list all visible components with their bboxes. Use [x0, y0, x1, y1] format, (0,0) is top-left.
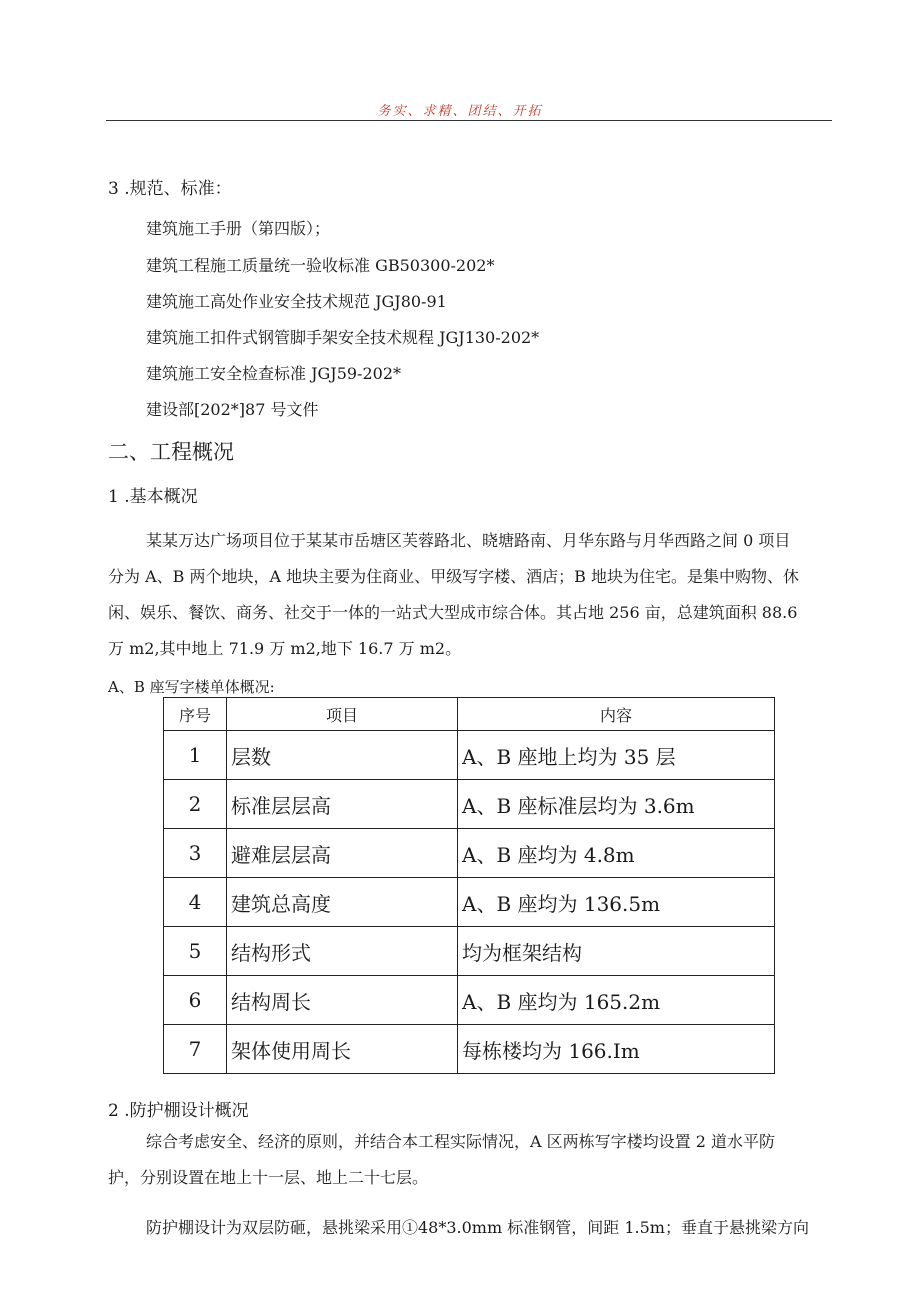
header-item: 项目	[227, 698, 458, 731]
table-row	[164, 829, 775, 878]
standard-item: 建筑施工手册（第四版）；	[146, 219, 331, 238]
row-content: 每栋楼均为 166.Im	[458, 1025, 775, 1074]
header-content: 内容	[458, 698, 775, 731]
row-item: 架体使用周长	[227, 1025, 458, 1074]
standard-item: 建筑施工扣件式钢管脚手架安全技术规程 JGJ130-202*	[146, 328, 540, 347]
paragraph-line: 综合考虑安全、经济的原则，并结合本工程实际情况，A 区两栋写字楼均设置 2 道水平防	[146, 1132, 775, 1151]
row-seq: 3	[164, 829, 227, 878]
row-seq: 7	[164, 1025, 227, 1074]
section3-title: 3 .规范、标准：	[108, 179, 232, 199]
chapter-title: 二、工程概况	[108, 440, 234, 464]
row-item: 结构周长	[227, 976, 458, 1025]
paragraph-line: 分为 A、B 两个地块，A 地块主要为住商业、甲级写字楼、酒店；B 地块为住宅。是集中购物、休	[108, 567, 799, 586]
table-row	[164, 731, 775, 780]
table-row	[164, 878, 775, 927]
row-content: A、B 座均为 136.5m	[458, 878, 775, 927]
row-seq: 1	[164, 731, 227, 780]
standard-item: 建筑施工安全检查标准 JGJ59-202*	[146, 364, 402, 383]
standard-item: 建筑施工高处作业安全技术规范 JGJ80-91	[146, 292, 447, 311]
page-header-motto: 务实、求精、团结、开拓	[377, 104, 543, 119]
table-row	[164, 1025, 775, 1074]
row-item: 结构形式	[227, 927, 458, 976]
paragraph-line: 某某万达广场项目位于某某市岳塘区芙蓉路北、晓塘路南、月华东路与月华西路之间 0 项目	[146, 531, 791, 550]
table-row	[164, 927, 775, 976]
row-content: A、B 座均为 165.2m	[458, 976, 775, 1025]
row-item: 层数	[227, 731, 458, 780]
row-content: 均为框架结构	[458, 927, 775, 976]
row-seq: 5	[164, 927, 227, 976]
paragraph-line: 万 m2,其中地上 71.9 万 m2,地下 16.7 万 m2。	[108, 639, 462, 658]
table-caption: A、B 座写字楼单体概况:	[108, 678, 275, 696]
header-divider	[106, 120, 832, 121]
table-row	[164, 780, 775, 829]
paragraph-line: 闲、娱乐、餐饮、商务、社交于一体的一站式大型成市综合体。其占地 256 亩，总建筑面积 88.6	[108, 603, 798, 622]
row-content: A、B 座标准层均为 3.6m	[458, 780, 775, 829]
row-content: A、B 座地上均为 35 层	[458, 731, 775, 780]
paragraph-line: 护，分别设置在地上十一层、地上二十七层。	[108, 1168, 429, 1187]
table-row	[164, 976, 775, 1025]
row-item: 标准层层高	[227, 780, 458, 829]
row-item: 建筑总高度	[227, 878, 458, 927]
paragraph-line: 防护棚设计为双层防砸，悬挑梁采用①48*3.0mm 标准钢管，间距 1.5m；垂直于悬挑梁方向	[146, 1218, 809, 1237]
row-seq: 2	[164, 780, 227, 829]
row-item: 避难层层高	[227, 829, 458, 878]
building-overview-table	[163, 697, 775, 1074]
basic-overview-title: 1 .基本概况	[108, 487, 198, 507]
row-seq: 6	[164, 976, 227, 1025]
standard-item: 建设部[202*]87 号文件	[146, 400, 319, 419]
shelter-design-title: 2 .防护棚设计概况	[108, 1101, 249, 1121]
row-content: A、B 座均为 4.8m	[458, 829, 775, 878]
standard-item: 建筑工程施工质量统一验收标准 GB50300-202*	[146, 256, 495, 275]
row-seq: 4	[164, 878, 227, 927]
header-seq: 序号	[164, 698, 227, 731]
table-header-row	[164, 698, 775, 731]
